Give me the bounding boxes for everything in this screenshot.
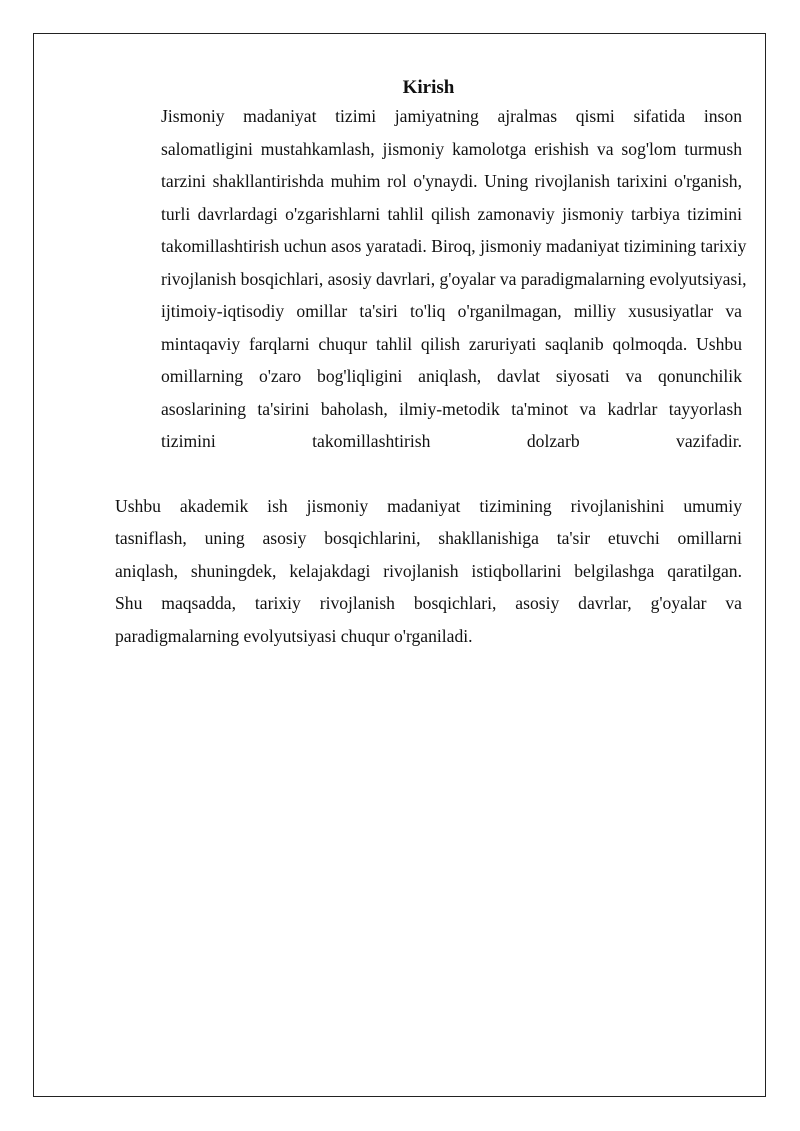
paragraph-1	[115, 100, 747, 458]
paragraph-line: takomillashtirish uchun asos yaratadi. Biroq, jismoniy madaniyat tizimining tarixiy	[161, 236, 747, 256]
paragraph-line: Jismoniy madaniyat tizimi jamiyatning ajralmas qismi sifatida inson	[161, 106, 742, 126]
paragraph-line: Ushbu akademik ish jismoniy madaniyat tizimining rivojlanishini umumiy	[115, 495, 742, 516]
paragraph-line: tizimini takomillashtirish dolzarb vazifadir.	[161, 431, 742, 451]
document-body	[115, 76, 747, 652]
paragraph-2	[115, 490, 742, 653]
paragraph-line: Shu maqsadda, tarixiy rivojlanish bosqichlari, asosiy davrlar, g'oyalar va	[115, 593, 742, 613]
paragraph-line: ijtimoiy-iqtisodiy omillar ta'siri to'liq o'rganilmagan, milliy xususiyatlar va	[161, 301, 742, 321]
paragraph-line: mintaqaviy farqlarni chuqur tahlil qilish zaruriyati saqlanib qolmoqda. Ushbu	[161, 333, 742, 354]
paragraph-line: paradigmalarning evolyutsiyasi chuqur o'rganiladi.	[115, 625, 473, 646]
paragraph-line: salomatligini mustahkamlash, jismoniy kamolotga erishish va sog'lom turmush	[161, 138, 742, 159]
paragraph-line: tasniflash, uning asosiy bosqichlarini, shakllanishiga ta'sir etuvchi omillarni	[115, 528, 742, 548]
paragraph-line: asoslarining ta'sirini baholash, ilmiy-metodik ta'minot va kadrlar tayyorlash	[161, 398, 742, 419]
paragraph-line: omillarning o'zaro bog'liqligini aniqlash, davlat siyosati va qonunchilik	[161, 366, 742, 386]
paragraph-line: rivojlanish bosqichlari, asosiy davrlari, g'oyalar va paradigmalarning evolyutsiyasi,	[161, 268, 747, 289]
paragraph-line: turli davrlardagi o'zgarishlarni tahlil qilish zamonaviy jismoniy tarbiya tizimini	[161, 203, 742, 224]
page-title: Kirish	[402, 77, 455, 98]
paragraph-line: tarzini shakllantirishda muhim rol o'ynaydi. Uning rivojlanish tarixini o'rganish,	[161, 171, 742, 191]
paragraph-spacer	[115, 458, 742, 490]
paragraph-line: aniqlash, shuningdek, kelajakdagi rivojlanish istiqbollarini belgilashga qaratilgan.	[115, 560, 742, 581]
